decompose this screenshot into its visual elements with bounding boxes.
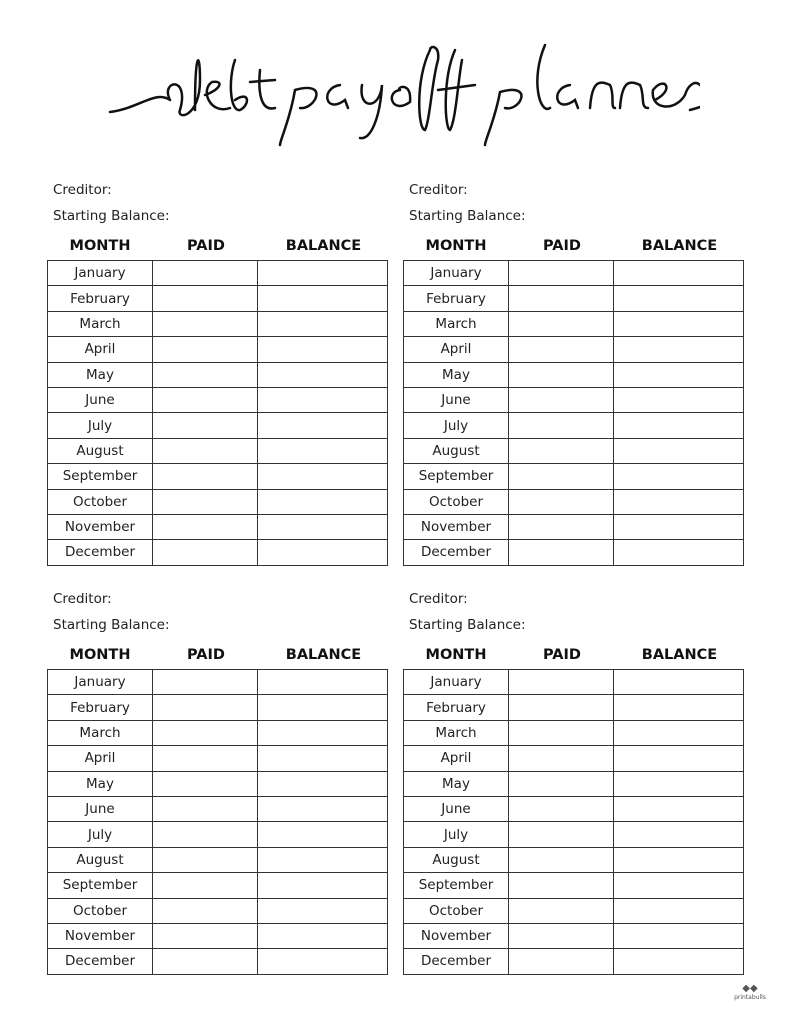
balance-cell[interactable]	[258, 413, 388, 438]
balance-header: BALANCE	[641, 238, 718, 254]
table-row	[404, 337, 744, 362]
month-cell: September	[48, 873, 153, 898]
balance-cell[interactable]	[258, 720, 388, 745]
balance-cell[interactable]	[614, 311, 744, 336]
table-row	[404, 413, 744, 438]
balance-cell[interactable]	[258, 261, 388, 286]
month-cell: March	[404, 311, 509, 336]
paid-cell[interactable]	[153, 387, 258, 412]
balance-cell[interactable]	[614, 489, 744, 514]
paid-cell[interactable]	[509, 261, 614, 286]
paid-cell[interactable]	[509, 923, 614, 948]
table-header	[47, 647, 388, 667]
month-cell: February	[404, 695, 509, 720]
paid-cell[interactable]	[509, 746, 614, 771]
balance-header: BALANCE	[285, 238, 362, 254]
paid-cell[interactable]	[509, 413, 614, 438]
month-cell: November	[404, 514, 509, 539]
balance-cell[interactable]	[258, 822, 388, 847]
table-header	[403, 238, 744, 258]
balance-cell[interactable]	[614, 949, 744, 974]
dogs-icon: ◆◆	[742, 983, 758, 994]
table-row	[404, 847, 744, 872]
paid-cell[interactable]	[509, 540, 614, 565]
month-cell: December	[404, 540, 509, 565]
paid-cell[interactable]	[509, 771, 614, 796]
month-cell: June	[404, 387, 509, 412]
paid-cell[interactable]	[153, 540, 258, 565]
table-row	[404, 311, 744, 336]
table-row	[404, 949, 744, 974]
table-row	[404, 898, 744, 923]
month-cell: February	[48, 695, 153, 720]
payoff-table	[403, 260, 744, 566]
balance-cell[interactable]	[258, 514, 388, 539]
month-cell: January	[404, 261, 509, 286]
title-script	[100, 20, 700, 160]
table-row	[48, 873, 388, 898]
paid-cell[interactable]	[509, 311, 614, 336]
table-row	[48, 923, 388, 948]
month-cell: January	[404, 670, 509, 695]
paid-cell[interactable]	[153, 362, 258, 387]
paid-cell[interactable]	[153, 489, 258, 514]
paid-cell[interactable]	[153, 261, 258, 286]
table-row	[48, 464, 388, 489]
table-row	[48, 286, 388, 311]
table-header	[47, 238, 388, 258]
balance-cell[interactable]	[258, 847, 388, 872]
balance-cell[interactable]	[258, 540, 388, 565]
balance-cell[interactable]	[258, 746, 388, 771]
paid-cell[interactable]	[509, 720, 614, 745]
creditor-label: Creditor:	[409, 182, 468, 198]
balance-cell[interactable]	[614, 746, 744, 771]
table-row	[404, 387, 744, 412]
paid-cell[interactable]	[509, 362, 614, 387]
table-row	[404, 771, 744, 796]
table-row	[404, 489, 744, 514]
starting-balance-label: Starting Balance:	[409, 208, 526, 224]
month-cell: December	[48, 540, 153, 565]
table-row	[48, 540, 388, 565]
paid-cell[interactable]	[153, 286, 258, 311]
paid-cell[interactable]	[509, 387, 614, 412]
table-row	[48, 746, 388, 771]
paid-cell[interactable]	[509, 670, 614, 695]
paid-cell[interactable]	[509, 949, 614, 974]
paid-cell[interactable]	[153, 514, 258, 539]
paid-cell[interactable]	[509, 822, 614, 847]
starting-balance-label: Starting Balance:	[53, 617, 170, 633]
balance-cell[interactable]	[614, 923, 744, 948]
balance-cell[interactable]	[614, 261, 744, 286]
balance-cell[interactable]	[258, 438, 388, 463]
table-row	[404, 873, 744, 898]
paid-cell[interactable]	[153, 847, 258, 872]
table-row	[404, 923, 744, 948]
month-cell: February	[404, 286, 509, 311]
table-row	[48, 847, 388, 872]
month-cell: May	[404, 771, 509, 796]
paid-cell[interactable]	[509, 695, 614, 720]
month-cell: April	[404, 746, 509, 771]
creditor-label: Creditor:	[53, 182, 112, 198]
paid-cell[interactable]	[153, 949, 258, 974]
paid-cell[interactable]	[509, 286, 614, 311]
starting-balance-label: Starting Balance:	[53, 208, 170, 224]
table-row	[48, 898, 388, 923]
month-cell: March	[48, 311, 153, 336]
month-cell: December	[404, 949, 509, 974]
balance-cell[interactable]	[614, 464, 744, 489]
paid-cell[interactable]	[153, 670, 258, 695]
month-cell: July	[404, 822, 509, 847]
table-row	[404, 362, 744, 387]
month-header: MONTH	[425, 647, 487, 663]
table-row	[48, 670, 388, 695]
balance-cell[interactable]	[614, 514, 744, 539]
table-row	[404, 695, 744, 720]
month-header: MONTH	[69, 238, 131, 254]
balance-cell[interactable]	[614, 822, 744, 847]
table-row	[404, 720, 744, 745]
month-cell: March	[404, 720, 509, 745]
month-cell: June	[48, 796, 153, 821]
month-cell: September	[404, 464, 509, 489]
month-cell: July	[404, 413, 509, 438]
month-cell: November	[48, 923, 153, 948]
paid-cell[interactable]	[509, 464, 614, 489]
month-cell: November	[404, 923, 509, 948]
month-cell: April	[404, 337, 509, 362]
balance-cell[interactable]	[614, 720, 744, 745]
table-row	[404, 286, 744, 311]
paid-header: PAID	[187, 647, 225, 663]
paid-header: PAID	[187, 238, 225, 254]
balance-cell[interactable]	[258, 311, 388, 336]
table-row	[404, 514, 744, 539]
table-row	[48, 822, 388, 847]
table-row	[48, 695, 388, 720]
table-row	[48, 796, 388, 821]
paid-cell[interactable]	[153, 771, 258, 796]
paid-cell[interactable]	[153, 746, 258, 771]
balance-cell[interactable]	[258, 670, 388, 695]
payoff-table	[47, 260, 388, 566]
month-cell: July	[48, 413, 153, 438]
balance-cell[interactable]	[258, 337, 388, 362]
month-cell: August	[48, 438, 153, 463]
month-cell: August	[404, 438, 509, 463]
month-cell: August	[48, 847, 153, 872]
balance-cell[interactable]	[614, 413, 744, 438]
payoff-table	[403, 669, 744, 975]
paid-cell[interactable]	[153, 822, 258, 847]
table-row	[48, 362, 388, 387]
paid-cell[interactable]	[509, 489, 614, 514]
table-row	[48, 489, 388, 514]
paid-cell[interactable]	[153, 720, 258, 745]
paid-header: PAID	[543, 647, 581, 663]
balance-header: BALANCE	[641, 647, 718, 663]
month-cell: October	[48, 489, 153, 514]
creditor-label: Creditor:	[53, 591, 112, 607]
month-cell: November	[48, 514, 153, 539]
table-row	[48, 337, 388, 362]
table-row	[48, 771, 388, 796]
balance-cell[interactable]	[614, 337, 744, 362]
balance-cell[interactable]	[614, 898, 744, 923]
paid-cell[interactable]	[509, 438, 614, 463]
month-cell: December	[48, 949, 153, 974]
balance-cell[interactable]	[258, 796, 388, 821]
paid-cell[interactable]	[153, 438, 258, 463]
balance-cell[interactable]	[614, 387, 744, 412]
balance-cell[interactable]	[614, 695, 744, 720]
month-cell: June	[48, 387, 153, 412]
month-header: MONTH	[425, 238, 487, 254]
paid-cell[interactable]	[509, 847, 614, 872]
brand-logo	[733, 983, 767, 1001]
balance-cell[interactable]	[614, 438, 744, 463]
balance-cell[interactable]	[258, 771, 388, 796]
balance-cell[interactable]	[614, 796, 744, 821]
table-row	[404, 796, 744, 821]
month-cell: October	[404, 898, 509, 923]
month-cell: October	[48, 898, 153, 923]
month-cell: September	[404, 873, 509, 898]
table-row	[404, 261, 744, 286]
balance-cell[interactable]	[258, 286, 388, 311]
month-cell: January	[48, 261, 153, 286]
table-row	[48, 438, 388, 463]
month-cell: March	[48, 720, 153, 745]
balance-header: BALANCE	[285, 647, 362, 663]
month-cell: April	[48, 337, 153, 362]
table-row	[404, 822, 744, 847]
month-cell: April	[48, 746, 153, 771]
paid-header: PAID	[543, 238, 581, 254]
paid-cell[interactable]	[509, 796, 614, 821]
table-row	[404, 464, 744, 489]
payoff-table	[47, 669, 388, 975]
month-cell: May	[48, 362, 153, 387]
table-row	[48, 720, 388, 745]
balance-cell[interactable]	[258, 464, 388, 489]
month-cell: October	[404, 489, 509, 514]
month-cell: August	[404, 847, 509, 872]
table-row	[48, 261, 388, 286]
table-row	[404, 540, 744, 565]
balance-cell[interactable]	[258, 695, 388, 720]
month-cell: September	[48, 464, 153, 489]
balance-cell[interactable]	[258, 873, 388, 898]
paid-cell[interactable]	[153, 898, 258, 923]
paid-cell[interactable]	[509, 873, 614, 898]
paid-cell[interactable]	[153, 796, 258, 821]
paid-cell[interactable]	[153, 464, 258, 489]
month-cell: May	[48, 771, 153, 796]
table-row	[404, 670, 744, 695]
paid-cell[interactable]	[153, 311, 258, 336]
paid-cell[interactable]	[153, 337, 258, 362]
month-cell: January	[48, 670, 153, 695]
month-cell: February	[48, 286, 153, 311]
balance-cell[interactable]	[614, 847, 744, 872]
paid-cell[interactable]	[153, 873, 258, 898]
balance-cell[interactable]	[614, 286, 744, 311]
balance-cell[interactable]	[258, 387, 388, 412]
table-row	[48, 413, 388, 438]
paid-cell[interactable]	[153, 923, 258, 948]
balance-cell[interactable]	[258, 489, 388, 514]
creditor-label: Creditor:	[409, 591, 468, 607]
month-cell: July	[48, 822, 153, 847]
paid-cell[interactable]	[153, 695, 258, 720]
table-row	[48, 387, 388, 412]
table-row	[48, 514, 388, 539]
balance-cell[interactable]	[258, 949, 388, 974]
table-row	[48, 311, 388, 336]
balance-cell[interactable]	[614, 540, 744, 565]
month-cell: June	[404, 796, 509, 821]
paid-cell[interactable]	[509, 514, 614, 539]
balance-cell[interactable]	[614, 873, 744, 898]
month-cell: May	[404, 362, 509, 387]
month-header: MONTH	[69, 647, 131, 663]
balance-cell[interactable]	[614, 670, 744, 695]
table-row	[404, 746, 744, 771]
table-row	[404, 438, 744, 463]
balance-cell[interactable]	[258, 898, 388, 923]
balance-cell[interactable]	[614, 771, 744, 796]
balance-cell[interactable]	[614, 362, 744, 387]
paid-cell[interactable]	[509, 337, 614, 362]
table-row	[48, 949, 388, 974]
table-header	[403, 647, 744, 667]
brand-text: printabulls	[734, 994, 766, 1001]
starting-balance-label: Starting Balance:	[409, 617, 526, 633]
balance-cell[interactable]	[258, 362, 388, 387]
paid-cell[interactable]	[509, 898, 614, 923]
paid-cell[interactable]	[153, 413, 258, 438]
balance-cell[interactable]	[258, 923, 388, 948]
